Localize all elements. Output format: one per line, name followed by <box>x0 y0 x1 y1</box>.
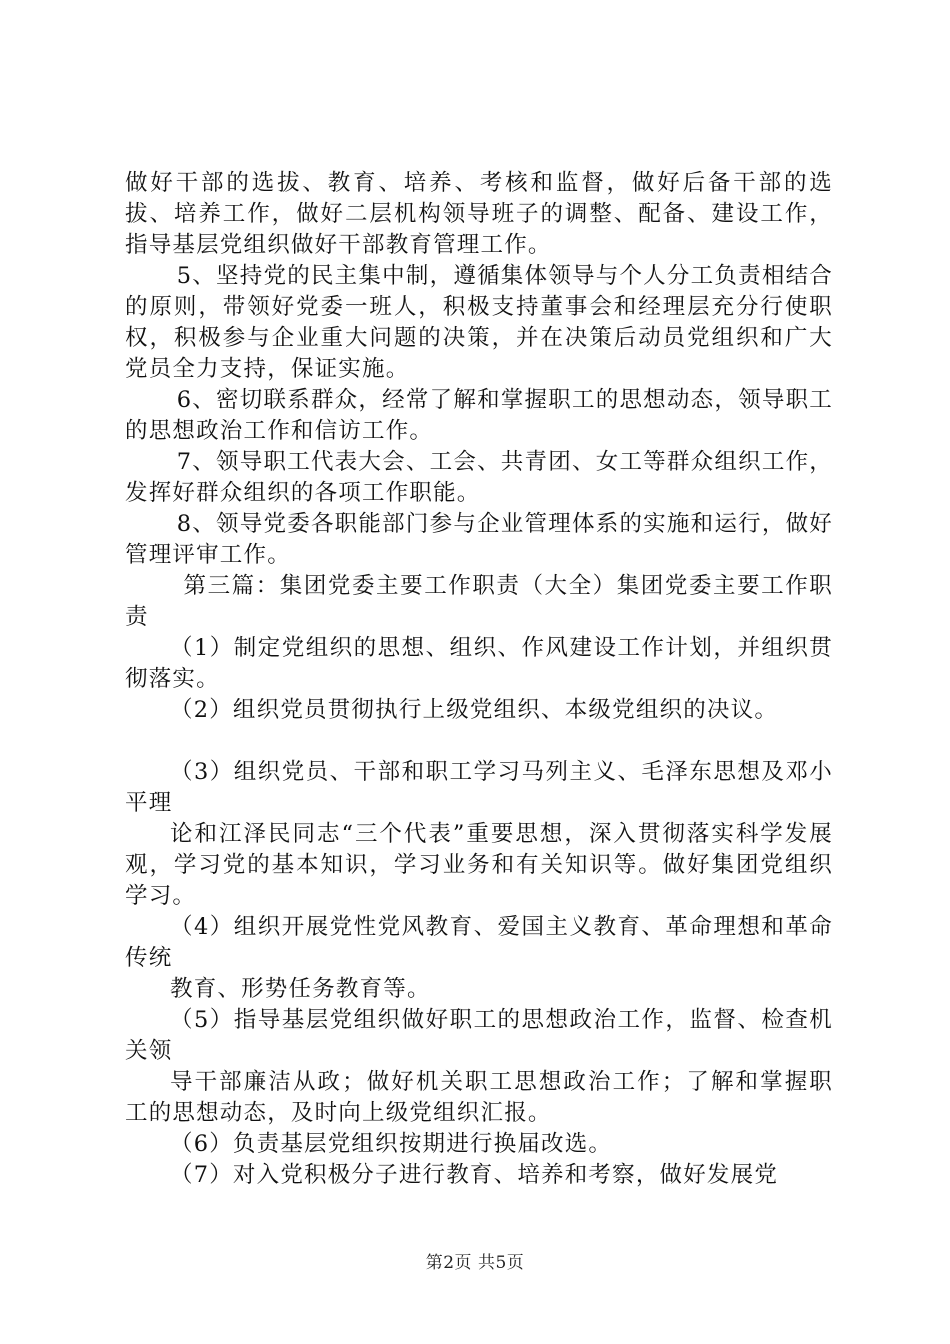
paragraph-duty-2: （2）组织党员贯彻执行上级党组织、本级党组织的决议。 <box>170 697 779 723</box>
paragraph-item-6: 6、密切联系群众，经常了解和掌握职工的思想动态，领导职工的思想政治工作和信访工作。 <box>125 387 833 444</box>
paragraph-duty-5-continued: 导干部廉洁从政；做好机关职工思想政治工作；了解和掌握职工的思想动态，及时向上级党组织汇报。 <box>125 1069 833 1126</box>
paragraph-item-5: 5、坚持党的民主集中制，遵循集体领导与个人分工负责相结合的原则，带领好党委一班人，积极支持董事会和经理层充分行使职权，积极参与企业重大问题的决策，并在决策后动员党组织和广大党员全力支持，保证实施。 <box>125 263 833 382</box>
paragraph-item-7: 7、领导职工代表大会、工会、共青团、女工等群众组织工作，发挥好群众组织的各项工作职能。 <box>125 449 833 506</box>
paragraph-duty-3-continued: 论和江泽民同志“三个代表”重要思想，深入贯彻落实科学发展观，学习党的基本知识，学习业务和有关知识等。做好集团党组织学习。 <box>125 821 833 909</box>
section-heading-part-three: 第三篇：集团党委主要工作职责（大全）集团党委主要工作职责 <box>125 573 833 630</box>
paragraph-item-8: 8、领导党委各职能部门参与企业管理体系的实施和运行，做好管理评审工作。 <box>125 511 833 568</box>
paragraph-duty-1: （1）制定党组织的思想、组织、作风建设工作计划，并组织贯彻落实。 <box>125 635 833 692</box>
paragraph-cadre-work: 做好干部的选拔、教育、培养、考核和监督，做好后备干部的选拔、培养工作，做好二层机构领导班子的调整、配备、建设工作，指导基层党组织做好干部教育管理工作。 <box>125 170 833 258</box>
page-number-footer: 第2页 共5页 <box>425 1253 525 1273</box>
paragraph-duty-6: （6）负责基层党组织按期进行换届改选。 <box>170 1131 613 1157</box>
paragraph-duty-4: （4）组织开展党性党风教育、爱国主义教育、革命理想和革命传统 <box>125 914 833 971</box>
paragraph-duty-7: （7）对入党积极分子进行教育、培养和考察，做好发展党 <box>170 1162 779 1188</box>
paragraph-duty-3: （3）组织党员、干部和职工学习马列主义、毛泽东思想及邓小平理 <box>125 759 833 816</box>
document-body <box>125 168 833 1191</box>
paragraph-duty-4-continued: 教育、形势任务教育等。 <box>170 976 431 1002</box>
paragraph-duty-5: （5）指导基层党组织做好职工的思想政治工作，监督、检查机关领 <box>125 1007 833 1064</box>
blank-line <box>125 726 833 757</box>
